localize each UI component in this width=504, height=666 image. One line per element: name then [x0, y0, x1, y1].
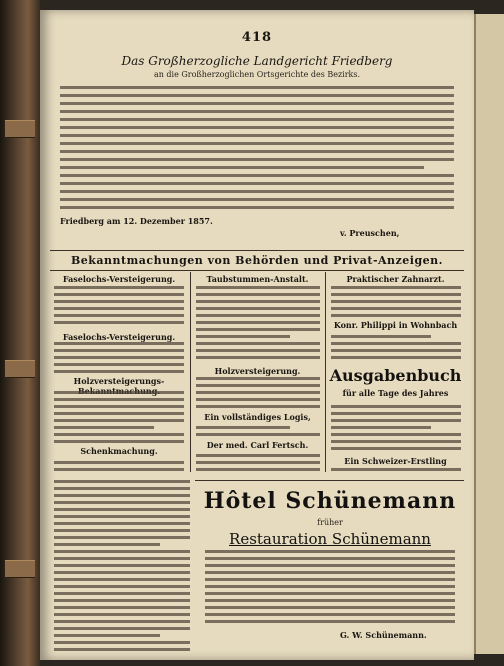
text-line [60, 206, 454, 209]
section-rule-bottom [50, 270, 464, 271]
text-line [54, 536, 190, 539]
text-line [54, 433, 184, 436]
middle-subhead: Holzversteigerung. [214, 366, 301, 376]
text-line [54, 293, 184, 296]
text-line [205, 606, 455, 609]
text-line [54, 564, 190, 567]
text-line [60, 86, 454, 89]
text-line [205, 585, 455, 588]
text-line [54, 543, 160, 546]
text-line [331, 405, 461, 408]
text-line [54, 468, 184, 471]
text-line [331, 342, 461, 345]
notice-subtitle: an die Großherzoglichen Ortsgerichte des Bezirks. [153, 70, 361, 79]
middle-column-heading: Taubstummen-Anstalt. [206, 274, 309, 284]
text-line [196, 384, 320, 387]
text-line [54, 440, 184, 443]
text-line [54, 349, 184, 352]
text-line [60, 94, 454, 97]
text-line [54, 461, 184, 464]
text-line [54, 405, 184, 408]
text-line [331, 335, 431, 338]
column-divider [325, 272, 326, 472]
text-line [196, 307, 320, 310]
page-number: 418 [241, 30, 273, 45]
text-line [196, 405, 320, 408]
text-line [54, 398, 184, 401]
text-line [60, 198, 454, 201]
text-line [54, 363, 184, 366]
text-line [54, 426, 154, 429]
middle-subhead: Ein vollständiges Logis, [204, 412, 311, 422]
text-line [196, 377, 320, 380]
text-line [196, 356, 320, 359]
spine-band [5, 360, 35, 378]
hotel-subheading: früher [317, 518, 343, 527]
text-line [331, 426, 431, 429]
hotel-heading: Hôtel Schünemann [203, 488, 457, 514]
text-line [196, 468, 320, 471]
text-line [54, 529, 190, 532]
text-line [54, 634, 160, 637]
text-line [331, 356, 461, 359]
text-line [331, 419, 461, 422]
text-line [205, 592, 455, 595]
left-subhead: Holzversteigerungs- [73, 376, 165, 386]
text-line [60, 166, 424, 169]
right-subhead: Ein Schweizer-Erstling [344, 456, 447, 466]
text-line [331, 349, 461, 352]
text-line [205, 620, 455, 623]
text-line [196, 314, 320, 317]
text-line [54, 592, 190, 595]
text-line [331, 286, 461, 289]
ausgabe-heading: Ausgabenbuch [329, 366, 462, 385]
text-line [54, 480, 190, 483]
text-line [331, 307, 461, 310]
text-line [54, 314, 184, 317]
text-line [54, 585, 190, 588]
text-line [60, 182, 454, 185]
text-line [196, 321, 320, 324]
text-line [196, 328, 320, 331]
left-column-heading: Faselochs-Versteigerung. [62, 274, 176, 284]
text-line [60, 150, 454, 153]
text-line [196, 342, 320, 345]
spine-band [5, 120, 35, 138]
text-line [331, 300, 461, 303]
text-line [196, 349, 320, 352]
text-line [54, 321, 184, 324]
spine-band [5, 560, 35, 578]
text-line [54, 578, 190, 581]
text-line [196, 426, 290, 429]
text-line [54, 487, 190, 490]
text-line [205, 557, 455, 560]
text-line [54, 550, 190, 553]
text-line [60, 158, 454, 161]
text-line [60, 102, 454, 105]
text-line [54, 370, 184, 373]
text-line [196, 335, 290, 338]
text-line [54, 307, 184, 310]
text-line [54, 419, 184, 422]
text-line [54, 648, 190, 651]
text-line [196, 391, 320, 394]
text-line [196, 454, 320, 457]
text-line [196, 398, 320, 401]
text-line [54, 300, 184, 303]
text-line [60, 126, 454, 129]
text-line [54, 627, 190, 630]
text-line [54, 641, 190, 644]
text-line [196, 433, 320, 436]
text-line [54, 494, 190, 497]
text-line [60, 110, 454, 113]
text-line [331, 447, 461, 450]
middle-signature: Der med. Carl Fertsch. [206, 440, 309, 450]
column-divider [190, 272, 191, 472]
book-spine [0, 0, 40, 666]
text-line [54, 599, 190, 602]
text-line [60, 142, 454, 145]
text-line [331, 433, 461, 436]
text-line [331, 314, 461, 317]
text-line [60, 190, 454, 193]
text-line [54, 391, 184, 394]
restaurant-heading: Restauration Schünemann [229, 530, 431, 548]
text-line [196, 300, 320, 303]
text-line [60, 134, 454, 137]
text-line [54, 286, 184, 289]
text-line [60, 118, 454, 121]
text-line [196, 286, 320, 289]
hotel-rule [195, 480, 464, 481]
text-line [331, 293, 461, 296]
text-line [54, 342, 184, 345]
text-line [196, 461, 320, 464]
text-line [54, 508, 190, 511]
text-line [205, 599, 455, 602]
text-line [205, 564, 455, 567]
text-line [54, 501, 190, 504]
text-line [60, 174, 454, 177]
text-line [331, 468, 461, 471]
text-line [54, 613, 190, 616]
left-subhead: Schenkmachung. [80, 446, 158, 456]
text-line [54, 412, 184, 415]
text-line [54, 606, 190, 609]
section-rule-top [50, 250, 464, 251]
right-column-heading: Praktischer Zahnarzt. [346, 274, 445, 284]
text-line [54, 557, 190, 560]
section-heading: Bekanntmachungen von Behörden und Privat-Anzeigen. [71, 254, 443, 267]
notice-signature: v. Preuschen, [340, 228, 400, 238]
text-line [205, 578, 455, 581]
text-line [205, 571, 455, 574]
text-line [331, 440, 461, 443]
text-line [205, 613, 455, 616]
left-subhead: Faselochs-Versteigerung. [62, 332, 176, 342]
right-name: Konr. Philippi in Wohnbach [333, 320, 458, 330]
newspaper-page [40, 10, 474, 660]
hotel-signature: G. W. Schünemann. [340, 630, 427, 640]
text-line [54, 571, 190, 574]
text-line [196, 293, 320, 296]
notice-date: Friedberg am 12. Dezember 1857. [60, 216, 213, 226]
text-line [331, 412, 461, 415]
facing-page-edge [474, 14, 504, 654]
text-line [205, 550, 455, 553]
text-line [54, 522, 190, 525]
text-line [54, 620, 190, 623]
text-line [54, 515, 190, 518]
notice-title: Das Großherzogliche Landgericht Friedberg [121, 54, 393, 68]
ausgabe-subheading: für alle Tage des Jahres [342, 388, 449, 398]
text-line [54, 356, 184, 359]
